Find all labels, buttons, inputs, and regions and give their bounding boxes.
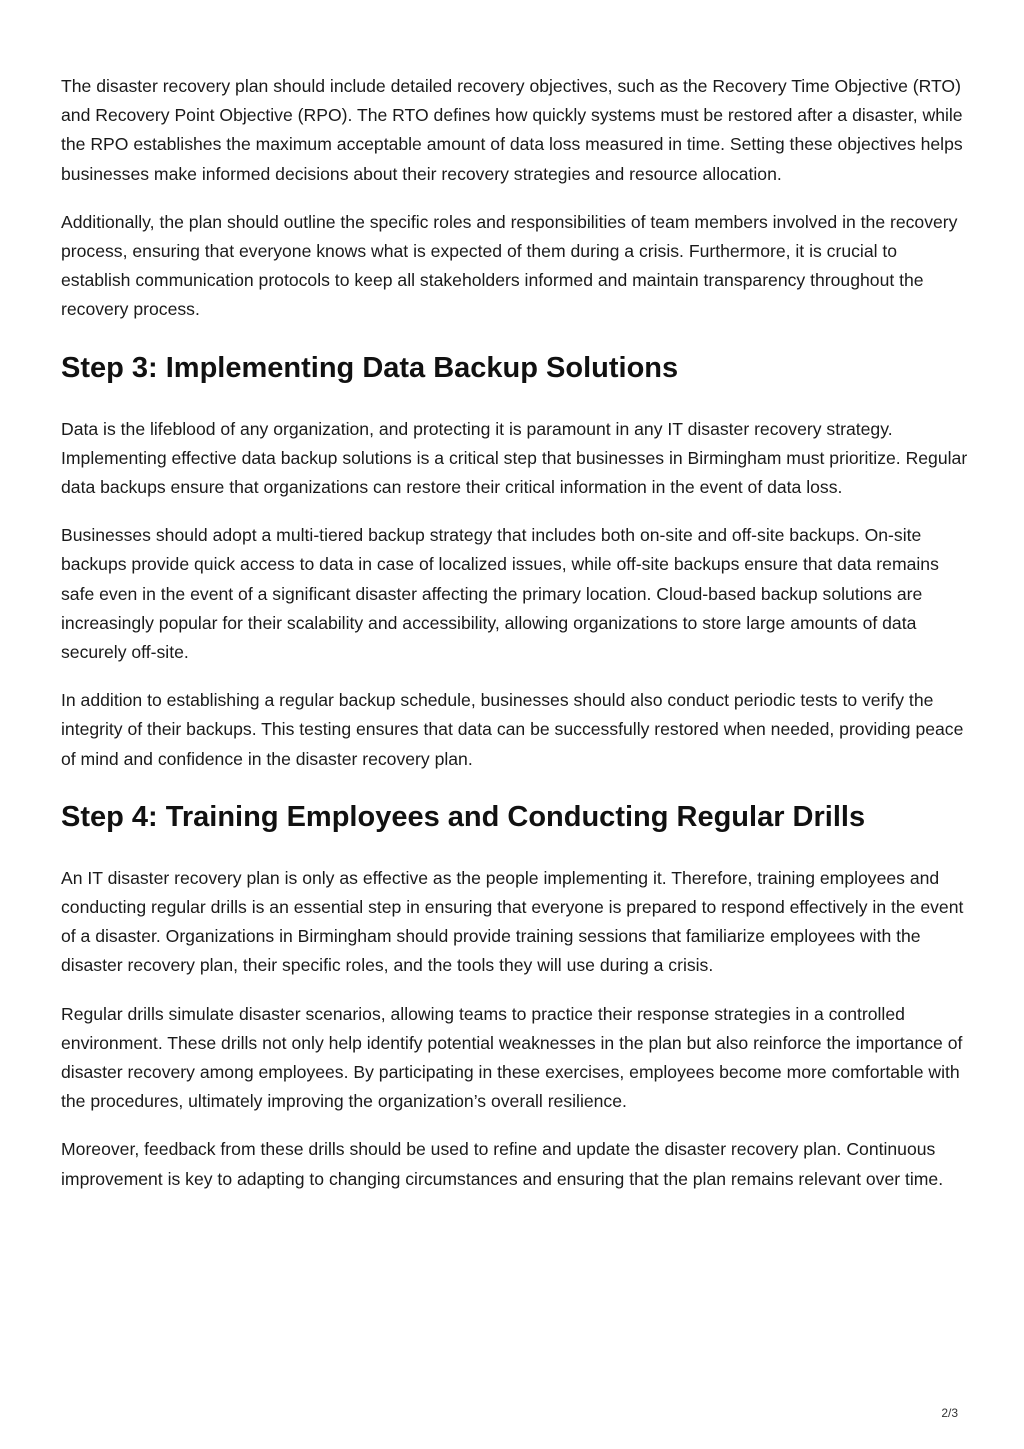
paragraph-multi-tiered-backup: Businesses should adopt a multi-tiered backup strategy that includes both on-site and off-site backups. On-site backups provide quick access to data in case of localized issues, while off-site backups ensure that data remains safe even in the event of a significant disaster affecting the primary location. Cloud-based backup solutions are increasingly popular for their scalability and accessibility, allowing organizations to store large amounts of data securely off-site.: [61, 525, 939, 663]
paragraph-training: An IT disaster recovery plan is only as effective as the people implementing it. Therefore, training employees and conducting regular drills is an essential step in ensuring that everyone is prepared to respond effectively in the event of a disaster. Organizations in Birmingham should provide training sessions that familiarize employees with the disaster recovery plan, their specific roles, and the tools they will use during a crisis.: [61, 867, 964, 976]
paragraph-feedback: Moreover, feedback from these drills should be used to refine and update the disaster recovery plan. Continuous improvement is key to adapting to changing circumstances and ensuring that the plan remains relevant over time.: [61, 1139, 944, 1189]
paragraph-roles: Additionally, the plan should outline the specific roles and responsibilities of team members involved in the recovery process, ensuring that everyone knows what is expected of them during a crisis. Furthermore, it is crucial to establish communication protocols to keep all stakeholders informed and maintain transparency throughout the recovery process.: [61, 211, 958, 320]
document-body: [61, 72, 971, 1213]
page-number: 2/3: [941, 1406, 958, 1420]
paragraph-rto-rpo: The disaster recovery plan should include detailed recovery objectives, such as the Recovery Time Objective (RTO) and Recovery Point Objective (RPO). The RTO defines how quickly systems must be restored after a disaster, while the RPO establishes the maximum acceptable amount of data loss measured in time. Setting these objectives helps businesses make informed decisions about their recovery strategies and resource allocation.: [61, 76, 963, 184]
heading-step-3: Step 3: Implementing Data Backup Solutions: [61, 351, 679, 384]
paragraph-drills: Regular drills simulate disaster scenarios, allowing teams to practice their response strategies in a controlled environment. These drills not only help identify potential weaknesses in the plan but also reinforce the importance of disaster recovery among employees. By participating in these exercises, employees become more comfortable with the procedures, ultimately improving the organization’s overall resilience.: [61, 1003, 963, 1112]
paragraph-backup-testing: In addition to establishing a regular backup schedule, businesses should also conduct periodic tests to verify the integrity of their backups. This testing ensures that data can be successfully restored when needed, providing peace of mind and confidence in the disaster recovery plan.: [61, 690, 964, 769]
paragraph-data-lifeblood: Data is the lifeblood of any organization, and protecting it is paramount in any IT disaster recovery strategy. Implementing effective data backup solutions is a critical step that businesses in Birmingham must prioritize. Regular data backups ensure that organizations can restore their critical information in the event of data loss.: [61, 418, 968, 498]
heading-step-4: Step 4: Training Employees and Conducting Regular Drills: [61, 800, 866, 833]
